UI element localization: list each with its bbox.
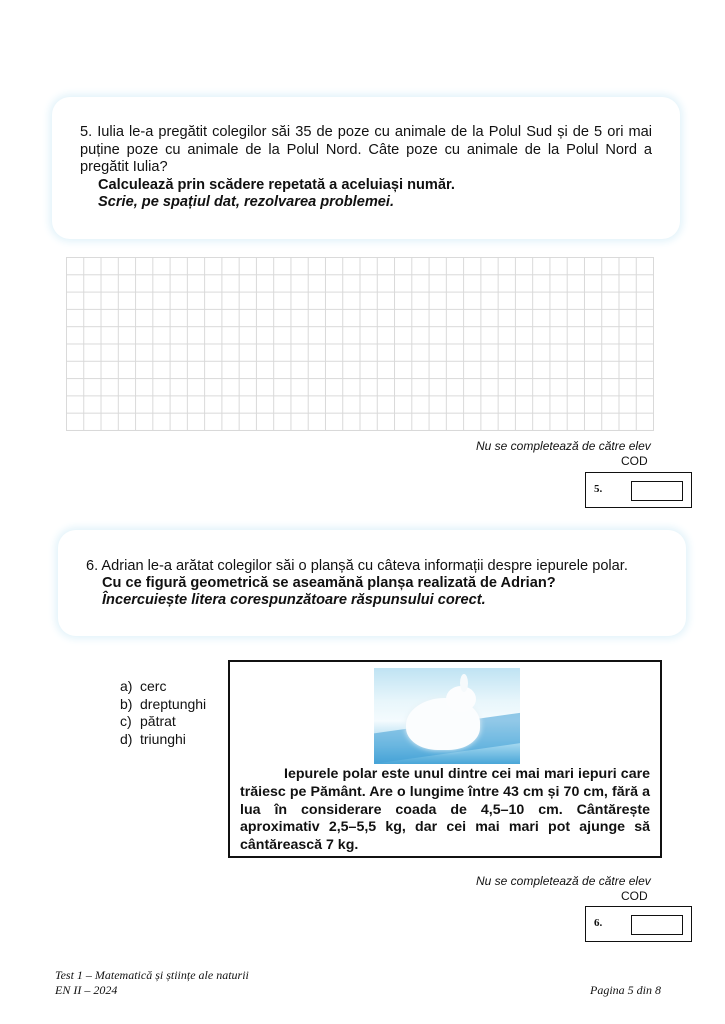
option-d[interactable]: d) triunghi [120, 730, 186, 747]
question-5-text: 5. Iulia le-a pregătit colegilor săi 35 de poze cu animale de la Polul Sud și de 5 ori mai puține poze cu animale de la Polul Nord. Câte poze cu animale de la Polul Nord a pregătit Iulia? [80, 124, 652, 175]
not-completed-note-6: Nu se completează de către elev [476, 874, 651, 888]
option-a[interactable]: a) cerc [120, 678, 167, 694]
footer-page-number: Pagina 5 din 8 [590, 983, 661, 997]
cod-input-6 [631, 915, 683, 935]
option-c[interactable]: c) pătrat [120, 713, 176, 729]
cod-number-5: 5. [594, 483, 603, 495]
question-6-instruction-figure: Cu ce figură geometrică se aseamănă planșa realizată de Adrian? [102, 575, 556, 591]
cod-box-6 [585, 906, 692, 942]
cod-label-5: COD [621, 454, 648, 468]
question-6-text: 6. Adrian le-a arătat colegilor săi o planșă cu câteva informații despre iepurele polar. [86, 558, 628, 574]
answer-grid[interactable] [66, 257, 654, 431]
not-completed-note-5: Nu se completează de către elev [476, 439, 651, 453]
cod-label-6: COD [621, 889, 648, 903]
question-5-instruction-calculate: Calculează prin scădere repetată a aceluiași număr. [98, 177, 455, 193]
cod-input-5 [631, 481, 683, 501]
question-5-instruction-write: Scrie, pe spațiul dat, rezolvarea problemei. [98, 194, 395, 210]
cod-number-6: 6. [594, 917, 603, 929]
footer-exam-code: EN II – 2024 [55, 983, 118, 997]
info-card [228, 660, 662, 858]
question-6-instruction-circle: Încercuiește litera corespunzătoare răspunsului corect. [102, 592, 486, 608]
arctic-hare-photo [374, 668, 520, 764]
info-card-text: Iepurele polar este unul dintre cei mai mari iepuri care trăiesc pe Pământ. Are o lungime între 43 cm și 70 cm, fără a lua în considerare coada de 4,5–10 cm. Cântărește aproximativ 2,5–5,5 kg, dar cei mai mari pot ajunge să cântărească 7 kg. [240, 766, 650, 854]
cod-box-5 [585, 472, 692, 508]
option-b[interactable]: b) dreptunghi [120, 695, 207, 712]
footer-test-title: Test 1 – Matematică și științe ale naturii [55, 968, 249, 982]
answer-options [120, 678, 206, 748]
